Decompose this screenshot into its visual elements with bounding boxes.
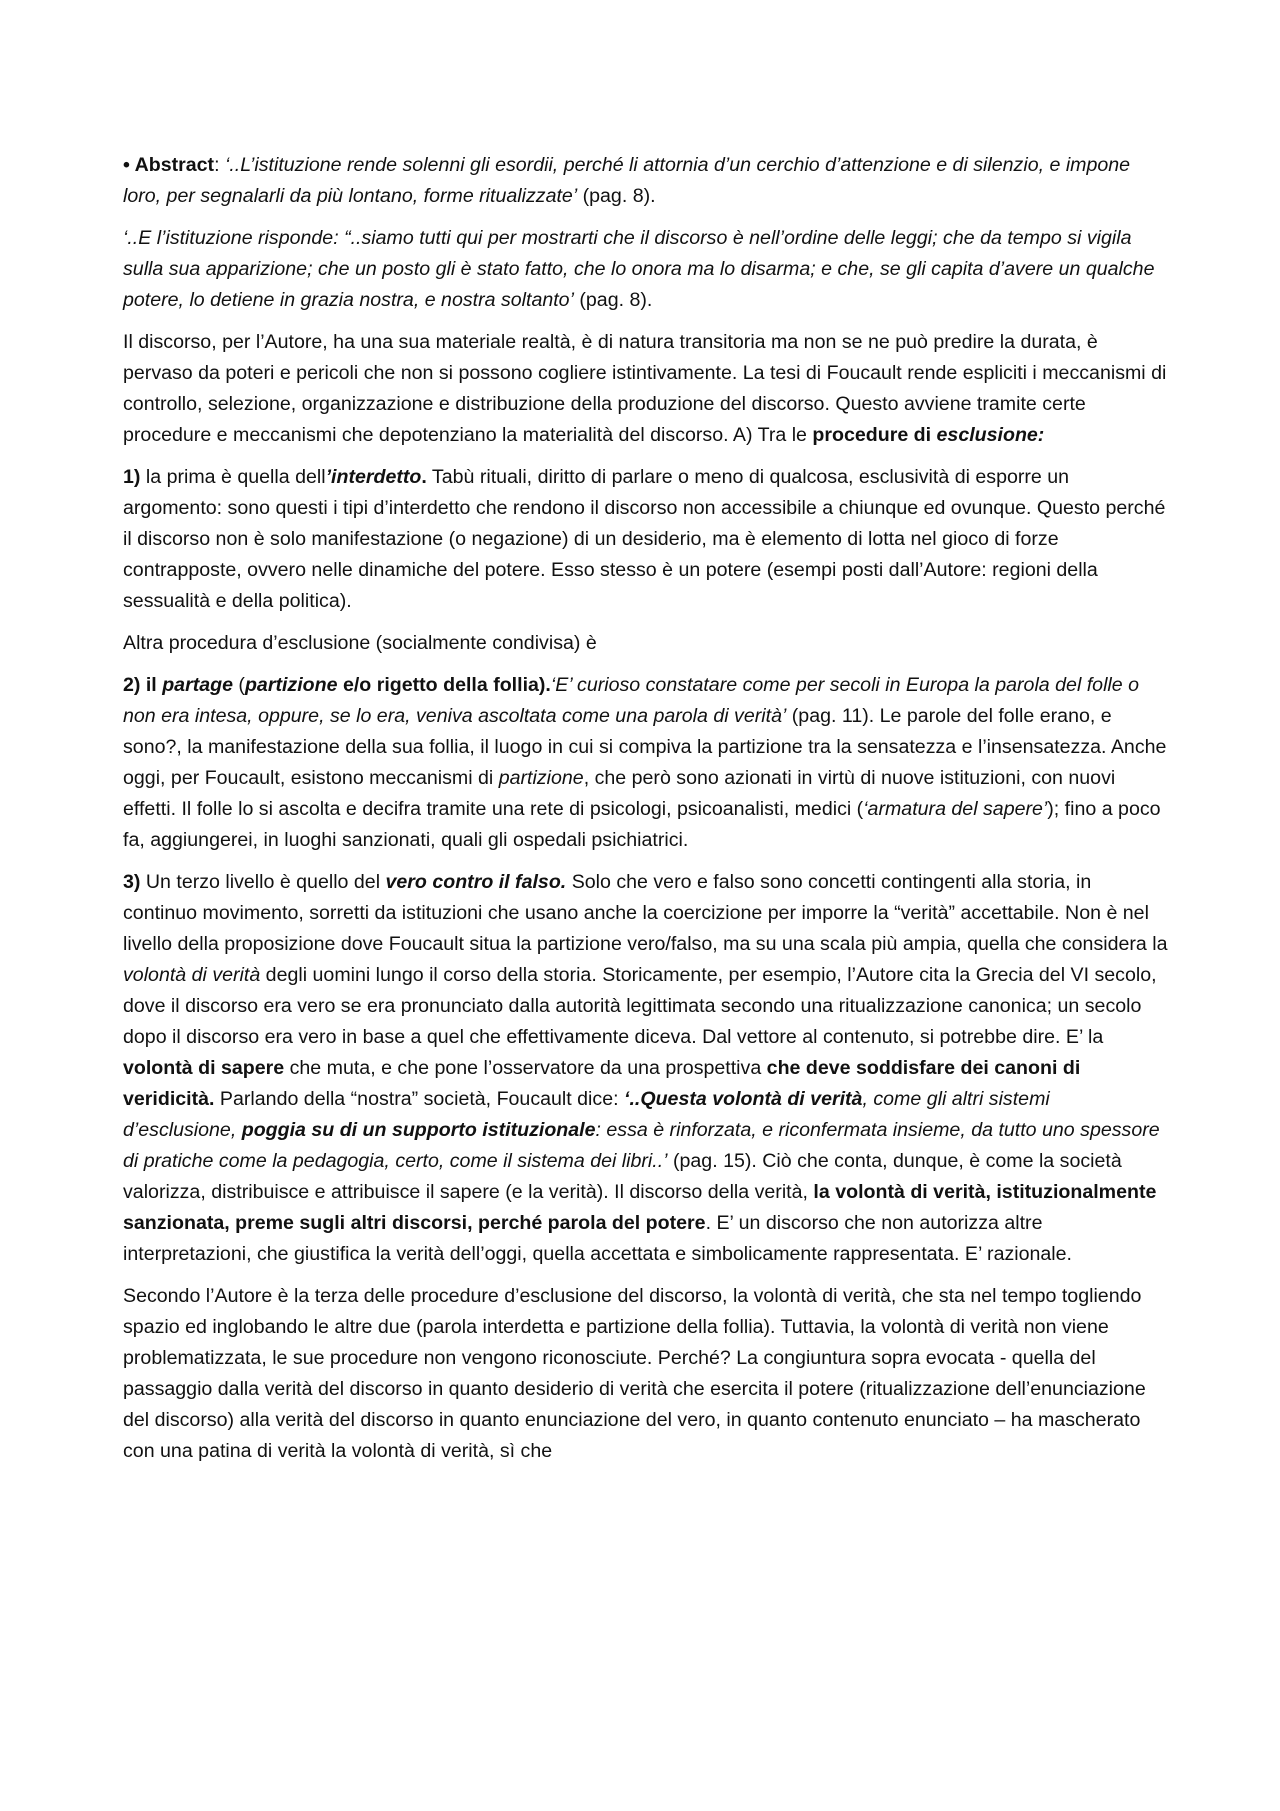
text-run: Solo che vero e falso sono concetti contingenti alla storia, in continuo movimento, sorretti da istituzioni che usano anche la coercizione per imporre la “verità” accettabile. Non è nel livello della proposizione dove Foucault situa la partizione vero/falso, ma su una scala più ampia, quella che considera la xyxy=(123,871,1168,955)
text-run: partage xyxy=(162,674,233,696)
paragraph-volonta-verita xyxy=(123,1281,1168,1467)
text-run: 2) il xyxy=(123,674,163,696)
text-run: esclusione: xyxy=(936,424,1045,446)
text-run: ( xyxy=(232,674,245,696)
text-run: (pag. 8). xyxy=(577,185,656,207)
text-run: ‘..E l’istituzione risponde: “..siamo tutti qui per mostrarti che il discorso è nell’ordine delle leggi; che da tempo si vigila sulla sua apparizione; che un posto gli è stato fatto, che lo onora ma lo disarma; e che, se gli capita d’avere un qualche potere, lo detiene in grazia nostra, e nostra soltanto’ xyxy=(123,227,1155,311)
text-run: (pag. 11). Le parole del folle erano, e sono?, la manifestazione della sua follia, il luogo in cui si compiva la partizione tra la sensatezza e l’insensatezza. Anche oggi, per Foucault, esistono meccanismi di xyxy=(123,705,1167,789)
text-run: : xyxy=(214,154,225,176)
text-run: la volontà di verità, istituzionalmente sanzionata, preme sugli altri discorsi, perché parola del potere xyxy=(123,1181,1157,1234)
paragraph-abstract xyxy=(123,150,1168,212)
text-run: ‘armatura del sapere’ xyxy=(863,798,1048,820)
paragraph-interdetto xyxy=(123,462,1168,617)
text-run: che muta, e che pone l’osservatore da una prospettiva xyxy=(284,1057,767,1079)
paragraph-other-procedure xyxy=(123,628,1168,659)
text-run: , che però sono azionati in virtù di nuove istituzioni, con nuovi effetti. Il folle lo si ascolta e decifra tramite una rete di psicologi, psicoanalisti, medici ( xyxy=(123,767,1116,820)
text-run: la prima è quella dell xyxy=(140,466,326,488)
text-run: Il discorso, per l’Autore, ha una sua materiale realtà, è di natura transitoria ma non se ne può predire la durata, è pervaso da poteri e pericoli che non si possono cogliere istintivamente. La tesi di Foucault rende espliciti i meccanismi di controllo, selezione, organizzazione e distribuzione della produzione del discorso. Questo avviene tramite certe procedure e meccanismi che depotenziano la materialità del discorso. A) Tra le xyxy=(123,331,1167,446)
text-run: partizione xyxy=(498,767,584,789)
text-run: ‘..Questa volontà di verità xyxy=(624,1088,863,1110)
text-run: Altra procedura d’esclusione (socialmente condivisa) è xyxy=(123,632,597,654)
paragraph-discourse-reality xyxy=(123,327,1168,451)
text-run: 3) xyxy=(123,871,141,893)
text-run: che deve soddisfare dei canoni di veridicità. xyxy=(123,1057,1081,1110)
text-run: 1) xyxy=(123,466,141,488)
text-run: (pag. 15). Ciò che conta, dunque, è come la società valorizza, distribuisce e attribuisce il sapere (e la verità). Il discorso della verità, xyxy=(123,1150,1122,1203)
text-run: : essa è rinforzata, e riconfermata insieme, da tutto uno spessore di pratiche come la pedagogia, certo, come il sistema dei libri..’ xyxy=(123,1119,1160,1172)
paragraph-partage xyxy=(123,670,1168,856)
text-run: vero contro il falso. xyxy=(385,871,567,893)
text-run: volontà di verità xyxy=(123,964,261,986)
text-run: partizione xyxy=(244,674,338,696)
text-run: Un terzo livello è quello del xyxy=(140,871,386,893)
text-run: ‘..L’istituzione rende solenni gli esordii, perché li attornia d’un cerchio d’attenzione e di silenzio, e impone loro, per segnalarli da più lontano, forme ritualizzate’ xyxy=(123,154,1131,207)
text-run: . xyxy=(421,466,427,488)
text-run: (pag. 8). xyxy=(573,289,653,311)
text-run: Parlando della “nostra” società, Foucault dice: xyxy=(214,1088,624,1110)
text-run: procedure di xyxy=(812,424,937,446)
text-run: • xyxy=(123,154,135,176)
text-run: ‘E’ curioso constatare come per secoli in Europa la parola del folle o non era intesa, oppure, se lo era, veniva ascoltata come una parola di verità’ xyxy=(123,674,1140,727)
text-run: ); fino a poco fa, aggiungerei, in luoghi sanzionati, quali gli ospedali psichiatrici. xyxy=(123,798,1161,851)
text-run: Tabù rituali, diritto di parlare o meno di qualcosa, esclusività di esporre un argomento: sono questi i tipi d’interdetto che rendono il discorso non accessibile a chiunque ed ovunque. Questo perché il discorso non è solo manifestazione (o negazione) di un desiderio, ma è elemento di lotta nel gioco di forze contrapposte, ovvero nelle dinamiche del potere. Esso stesso è un potere (esempi posti dall’Autore: regioni della sessualità e della politica). xyxy=(123,466,1166,612)
text-run: degli uomini lungo il corso della storia. Storicamente, per esempio, l’Autore cita la Grecia del VI secolo, dove il discorso era vero se era pronunciato dalla autorità legittimata secondo una ritualizzazione canonica; un secolo dopo il discorso era vero in base a quel che effettivamente diceva. Dal vettore al contenuto, si potrebbe dire. E’ la xyxy=(123,964,1157,1048)
text-run: Abstract xyxy=(134,154,215,176)
document-page xyxy=(123,150,1168,1478)
text-run: ’interdetto xyxy=(325,466,422,488)
text-run: , come gli altri sistemi d’esclusione, xyxy=(123,1088,1050,1141)
text-run: e/o rigetto della follia). xyxy=(337,674,551,696)
text-run: poggia su di un supporto istituzionale xyxy=(241,1119,596,1141)
paragraph-vero-falso xyxy=(123,867,1168,1270)
paragraph-quote-institution xyxy=(123,223,1168,316)
text-run: volontà di sapere xyxy=(123,1057,285,1079)
text-run: Secondo l’Autore è la terza delle procedure d’esclusione del discorso, la volontà di verità, che sta nel tempo togliendo spazio ed inglobando le altre due (parola interdetta e partizione della follia). Tuttavia, la volontà di verità non viene problematizzata, le sue procedure non vengono riconosciute. Perché? La congiuntura sopra evocata - quella del passaggio dalla verità del discorso in quanto desiderio di verità che esercita il potere (ritualizzazione dell’enunciazione del discorso) alla verità del discorso in quanto enunciazione del vero, in quanto contenuto enunciato – ha mascherato con una patina di verità la volontà di verità, sì che xyxy=(123,1285,1146,1462)
text-run: . E’ un discorso che non autorizza altre interpretazioni, che giustifica la verità dell’oggi, quella accettata e simbolicamente rappresentata. E’ razionale. xyxy=(123,1212,1073,1265)
